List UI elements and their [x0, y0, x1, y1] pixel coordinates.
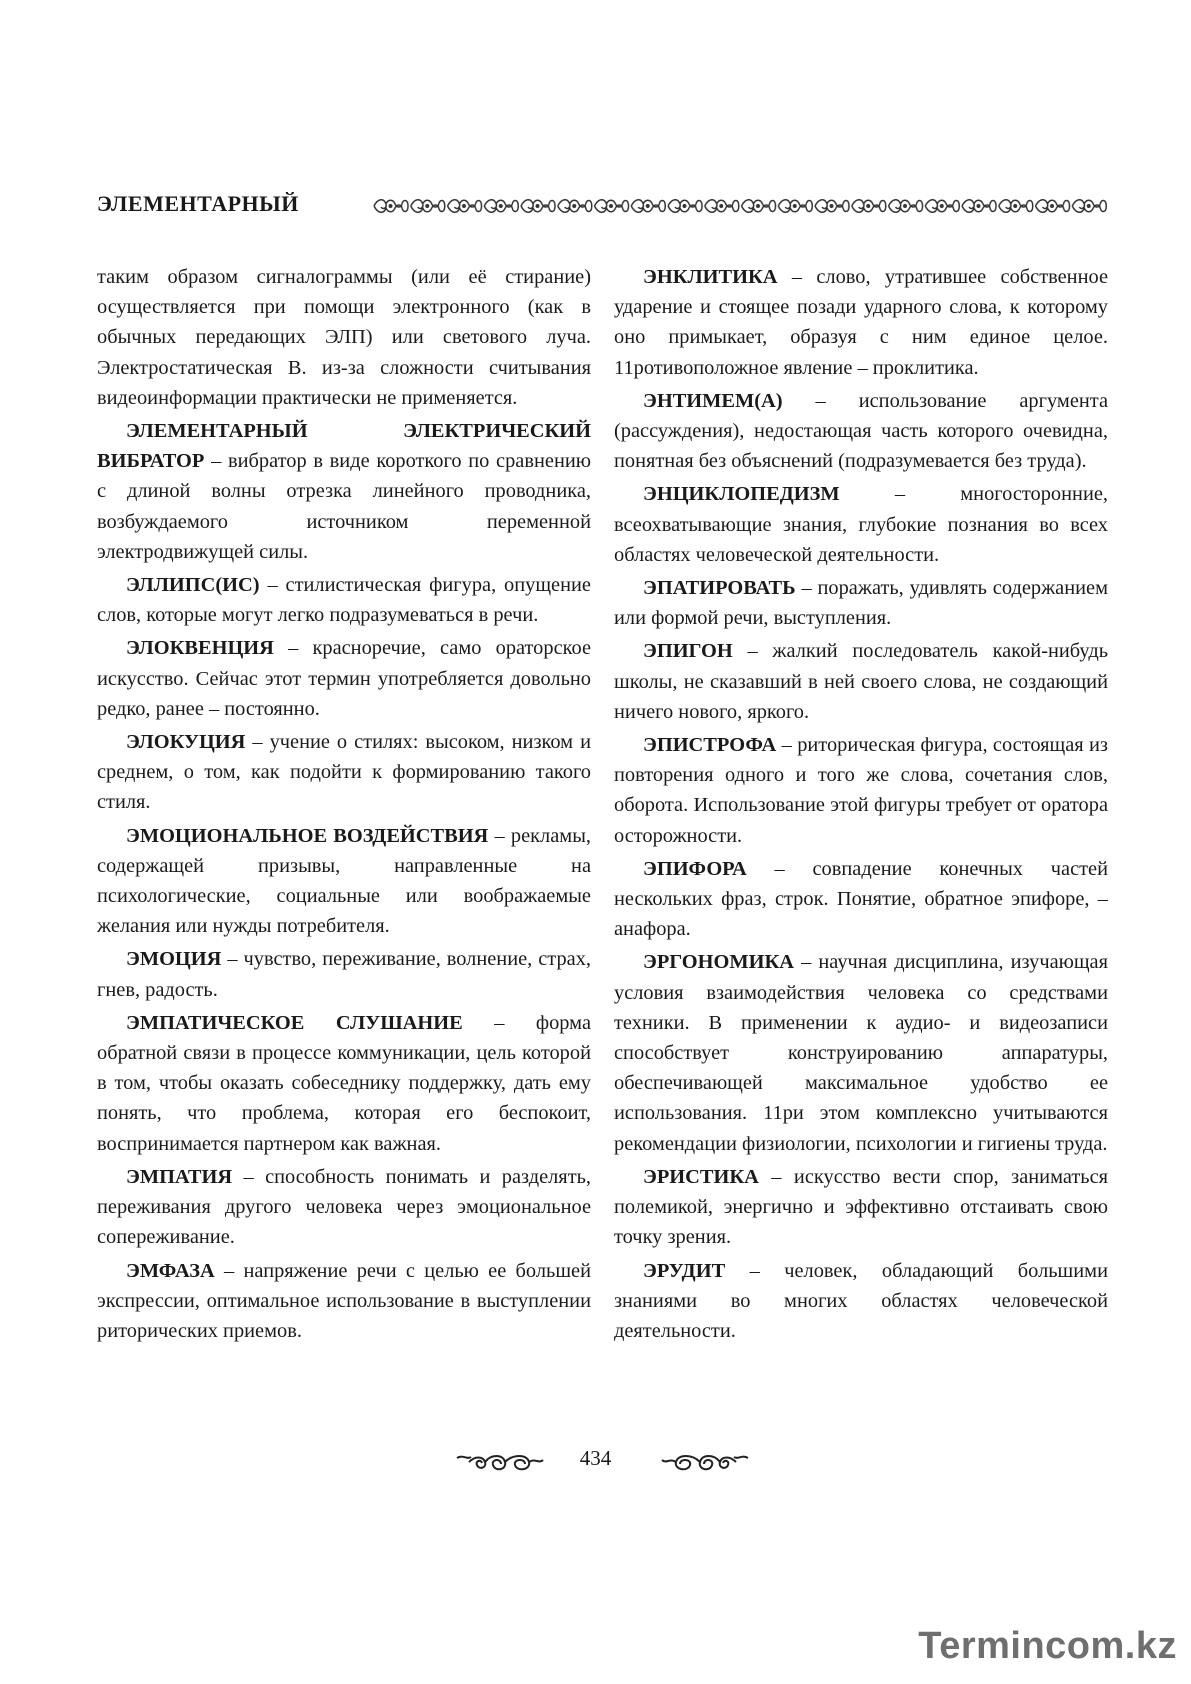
entry-definition: – риторическая фигура, состоящая из повторения одного и того же слова, сочетания слов, оборота. Использование этой фигуры требует от оратора осторожности.	[614, 734, 1108, 847]
ornament-band-icon	[372, 195, 1107, 217]
right-column	[614, 262, 1108, 1349]
entry-definition: – жалкий последователь какой-нибудь школы, не сказавший в ней своего слова, не создающий ничего нового, яркого.	[614, 640, 1108, 723]
entry	[614, 854, 1108, 945]
entry-definition: – использование аргумента (рассуждения), недостающая часть которого очевидна, понятная без объяснений (подразумевается без труда).	[614, 389, 1108, 473]
entry	[97, 821, 591, 942]
entry-term: ЭПАТИРОВАТЬ	[643, 577, 796, 600]
entry-definition: – многосторонние, всеохватывающие знания, глубокие познания во всех областях человеческой деятельности.	[614, 483, 1108, 566]
entry-term: ЭМПАТИЯ	[126, 1165, 233, 1188]
entry	[97, 633, 591, 724]
entry	[97, 727, 591, 818]
entry-term: ЭПИСТРОФА	[643, 734, 777, 757]
entry-definition: – красноречие, само ораторское искусство. Сейчас этот термин употребляется довольно редко, ранее – постоянно.	[97, 637, 591, 720]
entry	[614, 386, 1108, 477]
entry-definition: – человек, обладающий большими знаниями во многих областях человеческой деятельности.	[614, 1259, 1108, 1342]
entry	[97, 1008, 591, 1159]
entry-definition: – искусство вести спор, заниматься полемикой, энергично и эффективно отстаивать свою точку зрения.	[614, 1165, 1108, 1249]
entry-term: ЭНКЛИТИКА	[643, 266, 778, 288]
entry-definition: – чувство, переживание, волнение, страх, гнев, радость.	[97, 948, 591, 1001]
entry-term: ЭМФАЗА	[126, 1259, 215, 1282]
page-number: 434	[579, 1446, 612, 1470]
entry	[97, 416, 591, 567]
entry-term: ЭНЦИКЛОПЕДИЗМ	[643, 483, 840, 506]
entry-term: ЭЛОКУЦИЯ	[126, 731, 246, 754]
entry	[614, 262, 1108, 383]
entry	[614, 947, 1108, 1158]
entry	[97, 1256, 591, 1347]
entry	[614, 636, 1108, 727]
entry-definition: – поражать, удивлять содержанием или формой речи, выступления.	[614, 577, 1108, 630]
entry-term: ЭМОЦИОНАЛЬНОЕ ВОЗДЕЙСТВИЯ	[126, 824, 489, 847]
entry-term: ЭПИГОН	[643, 640, 733, 663]
entry-term: ЭРУДИТ	[643, 1259, 726, 1282]
running-head: ЭЛЕМЕНТАРНЫЙ	[97, 191, 299, 216]
entry-definition: – форма обратной связи в процессе коммуникации, цель которой в том, чтобы оказать собеседнику поддержку, дать ему понять, что проблема, которая его беспокоит, воспринимается партнером как важная.	[97, 1011, 591, 1155]
entry-definition: – рекламы, содержащей призывы, направленные на психологические, социальные или воображаемые желания или нужды потребителя.	[97, 824, 591, 938]
entry-term: ЭЛЕМЕНТАРНЫЙ ЭЛЕКТРИЧЕСКИЙ ВИБРАТОР	[97, 420, 591, 473]
entry-definition: – слово, утратившее собственное ударение и стоящее позади ударного слова, к которому оно примыкает, образуя с ним единое целое. 11ротивоположное явление – проклитика.	[614, 266, 1108, 379]
entry-term: ЭНТИМЕМ(А)	[643, 389, 783, 412]
page-header	[97, 187, 1107, 227]
entry	[614, 479, 1108, 570]
entry-term: ЭЛЛИПС(ИС)	[126, 574, 260, 597]
entry-definition: – способность понимать и разделять, переживания другого человека через эмоциональное сопереживание.	[97, 1165, 591, 1249]
entry	[614, 1256, 1108, 1347]
watermark-logo: Termincom.kz	[918, 1625, 1177, 1667]
entry-term: ЭМПАТИЧЕСКОЕ СЛУШАНИЕ	[126, 1011, 463, 1034]
entry-term: ЭПИФОРА	[643, 857, 747, 880]
entry-term: ЭМОЦИЯ	[126, 948, 222, 971]
entry-term: ЭРГОНОМИКА	[643, 951, 794, 974]
entry-definition: – вибратор в виде короткого по сравнению с длиной волны отрезка линейного проводника, возбуждаемого источником переменной электродвижущей силы.	[97, 450, 591, 563]
entry-term: ЭРИСТИКА	[643, 1165, 759, 1188]
entry-definition: – стилистическая фигура, опущение слов, которые могут легко подразумеваться в речи.	[97, 574, 591, 627]
entry	[614, 573, 1108, 633]
entry-continuation: таким образом сигналограммы (или её стирание) осуществляется при помощи электронного (как в обычных передающих ЭЛП) или светового луча. Электростатическая В. из-за сложности считывания видеоинформации практически не применяется.	[97, 266, 591, 409]
entry	[614, 730, 1108, 851]
entry-definition: – совпадение конечных частей нескольких фраз, строк. Понятие, обратное эпифоре, – анафора.	[614, 857, 1108, 941]
entry-definition: – напряжение речи с целью ее большей экспрессии, оптимальное использование в выступлении риторических приемов.	[97, 1259, 591, 1342]
entry-definition: – научная дисциплина, изучающая условия взаимодействия человека со средствами техники. В применении к аудио- и видеозаписи способствует конструированию аппаратуры, обеспечивающей максимальное удобство ее использования. 11ри этом комплексно учитываются рекомендации физиологии, психологии и гигиены труда.	[614, 951, 1108, 1155]
entry	[97, 1162, 591, 1253]
left-column	[97, 262, 591, 1349]
entry	[97, 570, 591, 630]
entry	[614, 1162, 1108, 1253]
footer-ornament-right-icon	[660, 1448, 750, 1476]
entry	[97, 944, 591, 1004]
entry-definition: – учение о стилях: высоком, низком и среднем, о том, как подойти к формированию такого стиля.	[97, 731, 591, 814]
entry-term: ЭЛОКВЕНЦИЯ	[126, 637, 274, 660]
page-footer	[0, 1444, 1191, 1478]
